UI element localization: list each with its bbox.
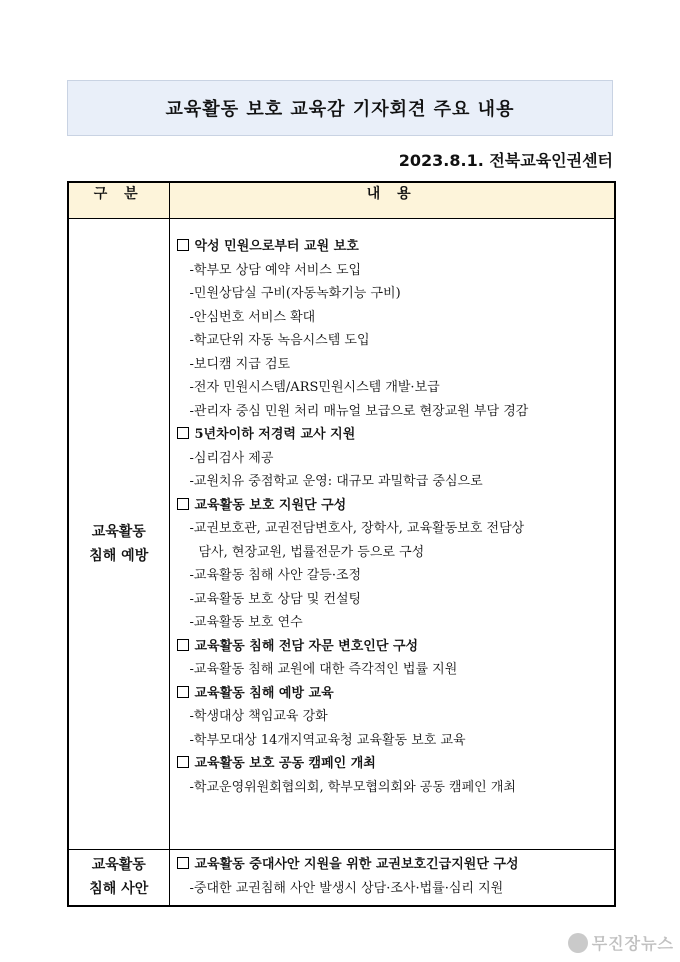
list-item: -교육활동 보호 상담 및 컨설팅 bbox=[189, 591, 362, 607]
date-and-author: 2023.8.1. 전북교육인권센터 bbox=[398, 151, 613, 170]
category-line: 침해 예방 bbox=[89, 548, 149, 564]
content-cell bbox=[169, 850, 615, 906]
category-line: 침해 사안 bbox=[89, 881, 149, 898]
table-row bbox=[68, 850, 615, 906]
list-item: -교육활동 보호 연수 bbox=[189, 615, 303, 630]
table-row bbox=[68, 219, 615, 850]
watermark-text: 무진장뉴스 bbox=[591, 934, 674, 953]
checkbox-icon bbox=[177, 639, 189, 651]
list-item: -중대한 교권침해 사안 발생시 상담·조사·법률·심리 지원 bbox=[189, 880, 504, 896]
list-item: -전자 민원시스템/ARS민원시스템 개발·보급 bbox=[189, 380, 440, 395]
list-item: -교원치유 중점학교 운영: 대규모 과밀학급 중심으로 bbox=[189, 474, 483, 489]
section-heading: 교육활동 중대사안 지원을 위한 교권보호긴급지원단 구성 bbox=[177, 853, 607, 877]
list-item: -보디캠 지급 검토 bbox=[189, 356, 291, 372]
checkbox-icon bbox=[177, 239, 189, 251]
document-title: 교육활동 보호 교육감 기자회견 주요 내용 bbox=[67, 80, 613, 136]
list-item-continuation: 담사, 현장교원, 법률전문가 등으로 구성 bbox=[198, 544, 425, 560]
section-heading: 교육활동 보호 공동 캠페인 개최 bbox=[177, 752, 607, 776]
list-item: -교권보호관, 교권전담변호사, 장학사, 교육활동보호 전담상 bbox=[189, 521, 525, 536]
list-item: -심리검사 제공 bbox=[189, 450, 274, 466]
section-heading: 5년차이하 저경력 교사 지원 bbox=[177, 423, 607, 447]
checkbox-icon bbox=[177, 857, 189, 869]
list-item: -민원상담실 구비(자동녹화기능 구비) bbox=[189, 286, 401, 301]
checkbox-icon bbox=[177, 427, 189, 439]
logo-icon bbox=[568, 933, 588, 953]
list-item: -학부모 상담 예약 서비스 도입 bbox=[189, 262, 362, 278]
list-item: -학부모대상 14개지역교육청 교육활동 보호 교육 bbox=[189, 732, 466, 748]
header-category: 구 분 bbox=[68, 182, 169, 219]
section-heading: 교육활동 침해 예방 교육 bbox=[177, 682, 607, 706]
table-header-row bbox=[68, 182, 615, 219]
category-cell bbox=[68, 219, 169, 850]
checkbox-icon bbox=[177, 498, 189, 510]
list-item: -안심번호 서비스 확대 bbox=[189, 309, 316, 325]
checkbox-icon bbox=[177, 686, 189, 698]
section-heading: 교육활동 보호 지원단 구성 bbox=[177, 494, 607, 518]
content-table bbox=[67, 181, 616, 907]
content-cell bbox=[169, 219, 615, 850]
category-line: 교육활동 bbox=[91, 524, 146, 540]
category-line: 교육활동 bbox=[91, 857, 146, 874]
category-cell bbox=[68, 850, 169, 906]
list-item: -교육활동 침해 교원에 대한 즉각적인 법률 지원 bbox=[189, 662, 458, 677]
header-content: 내 용 bbox=[169, 182, 615, 219]
checkbox-icon bbox=[177, 756, 189, 768]
list-item: -학생대상 책임교육 강화 bbox=[189, 709, 328, 724]
watermark bbox=[568, 931, 674, 954]
list-item: -관리자 중심 민원 처리 매뉴얼 보급으로 현장교원 부담 경감 bbox=[189, 403, 529, 419]
section-heading: 교육활동 침해 전담 자문 변호인단 구성 bbox=[177, 635, 607, 659]
list-item: -학교운영위원회협의회, 학부모협의회와 공동 캠페인 개최 bbox=[189, 779, 516, 795]
list-item: -학교단위 자동 녹음시스템 도입 bbox=[189, 333, 370, 348]
list-item: -교육활동 침해 사안 갈등·조정 bbox=[189, 568, 362, 583]
section-heading: 악성 민원으로부터 교원 보호 bbox=[177, 235, 607, 259]
